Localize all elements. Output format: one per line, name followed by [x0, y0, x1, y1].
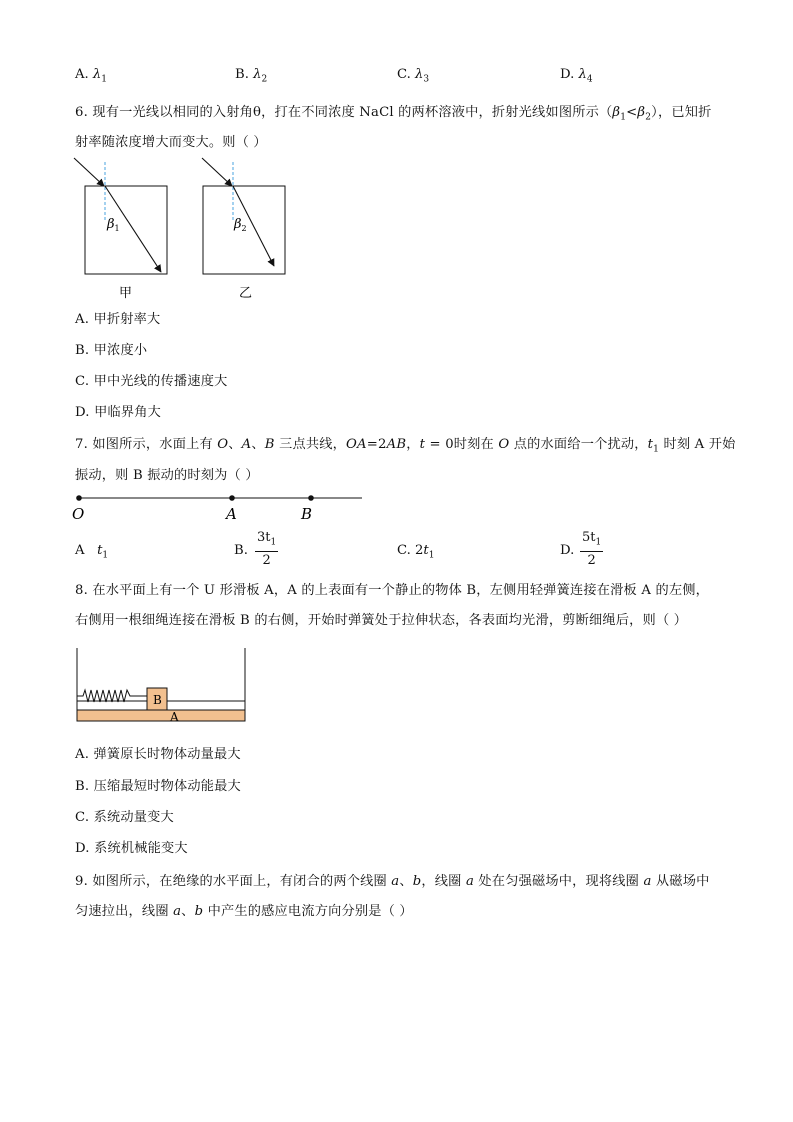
q8-option-c: C. 系统动量变大 [75, 810, 174, 825]
q6-option-b: B. 甲浓度小 [75, 343, 148, 358]
label-O: O [72, 505, 85, 523]
q8-option-b: B. 压缩最短时物体动能最大 [75, 779, 241, 794]
board-A [77, 710, 245, 721]
q5-option-a: A. $\lambda_1$ [75, 67, 108, 85]
q6-option-d: D. 甲临界角大 [75, 405, 162, 420]
q5-option-d: D. $\lambda_4$ [560, 67, 593, 85]
q9-stem-line1: 9. 如图所示，在绝缘的水平面上，有闭合的两个线圈 a、b，线圈 a 处在匀强磁场中，现将线圈 a 从磁场中 [75, 874, 710, 889]
beta1-label: $\beta_1$ [107, 217, 120, 233]
q7-figure [72, 490, 372, 523]
q7-option-b-fraction: $\frac{3t_1}{2}$ [257, 530, 277, 568]
q5-option-b: B. $\lambda_2$ [235, 67, 268, 85]
beaker-jia [85, 186, 167, 274]
point-A [229, 495, 235, 501]
q5-option-c: C. $\lambda_3$ [397, 67, 430, 85]
q8-stem-line2: 右侧用一根细绳连接在滑板 B 的右侧，开始时弹簧处于拉伸状态，各表面均光滑，剪断细绳后，则（ ） [75, 613, 688, 628]
label-yi: 乙 [239, 286, 253, 301]
q8-option-d: D. 系统机械能变大 [75, 841, 188, 856]
beta2-label: $\beta_2$ [234, 217, 247, 233]
q7-option-a: A $t_1$ [75, 543, 109, 561]
q7-option-d-fraction: $\frac{5t_1}{2}$ [582, 530, 602, 568]
point-B [308, 495, 314, 501]
q7-stem-line2: 振动，则 B 振动的时刻为（ ） [75, 468, 259, 483]
q6-stem-line1: 6. 现有一光线以相同的入射角θ，打在不同浓度 NaCl 的两杯溶液中，折射光线如图所示$(\beta_1<\beta_2)$，已知折 [75, 105, 712, 123]
q7-option-d-label: D. [560, 543, 575, 558]
q8-stem-line1: 8. 在水平面上有一个 U 形滑板 A，A 的上表面有一个静止的物体 B，左侧用轻弹簧连接在滑板 A 的左侧， [75, 583, 709, 598]
q8-figure [74, 646, 254, 726]
board-A-label: A [170, 710, 179, 724]
point-O [76, 495, 82, 501]
block-B-label: B [153, 693, 162, 707]
q7-option-b-label: B. [234, 543, 248, 558]
q6-option-a: A. 甲折射率大 [75, 312, 161, 327]
q6-option-c: C. 甲中光线的传播速度大 [75, 374, 228, 389]
q9-stem-line2: 匀速拉出，线圈 a、b 中产生的感应电流方向分别是（ ） [75, 904, 413, 919]
q7-option-c: C. $2t_1$ [397, 543, 435, 561]
q6-figure [68, 152, 288, 312]
label-A: A [226, 505, 237, 523]
q6-stem-line2: 射率随浓度增大而变大。则（ ） [75, 135, 267, 150]
q8-option-a: A. 弹簧原长时物体动量最大 [75, 747, 241, 762]
label-jia: 甲 [119, 286, 133, 301]
label-B: B [301, 505, 313, 523]
incident-ray-right [202, 158, 232, 186]
q7-stem-line1: 7. 如图所示，水面上有 O、A、B 三点共线，OA=2AB，t = 0时刻在 O 点的水面给一个扰动，$t_1$ 时刻 A 开始 [75, 437, 736, 455]
incident-ray-left [74, 158, 104, 186]
spring [77, 690, 147, 702]
